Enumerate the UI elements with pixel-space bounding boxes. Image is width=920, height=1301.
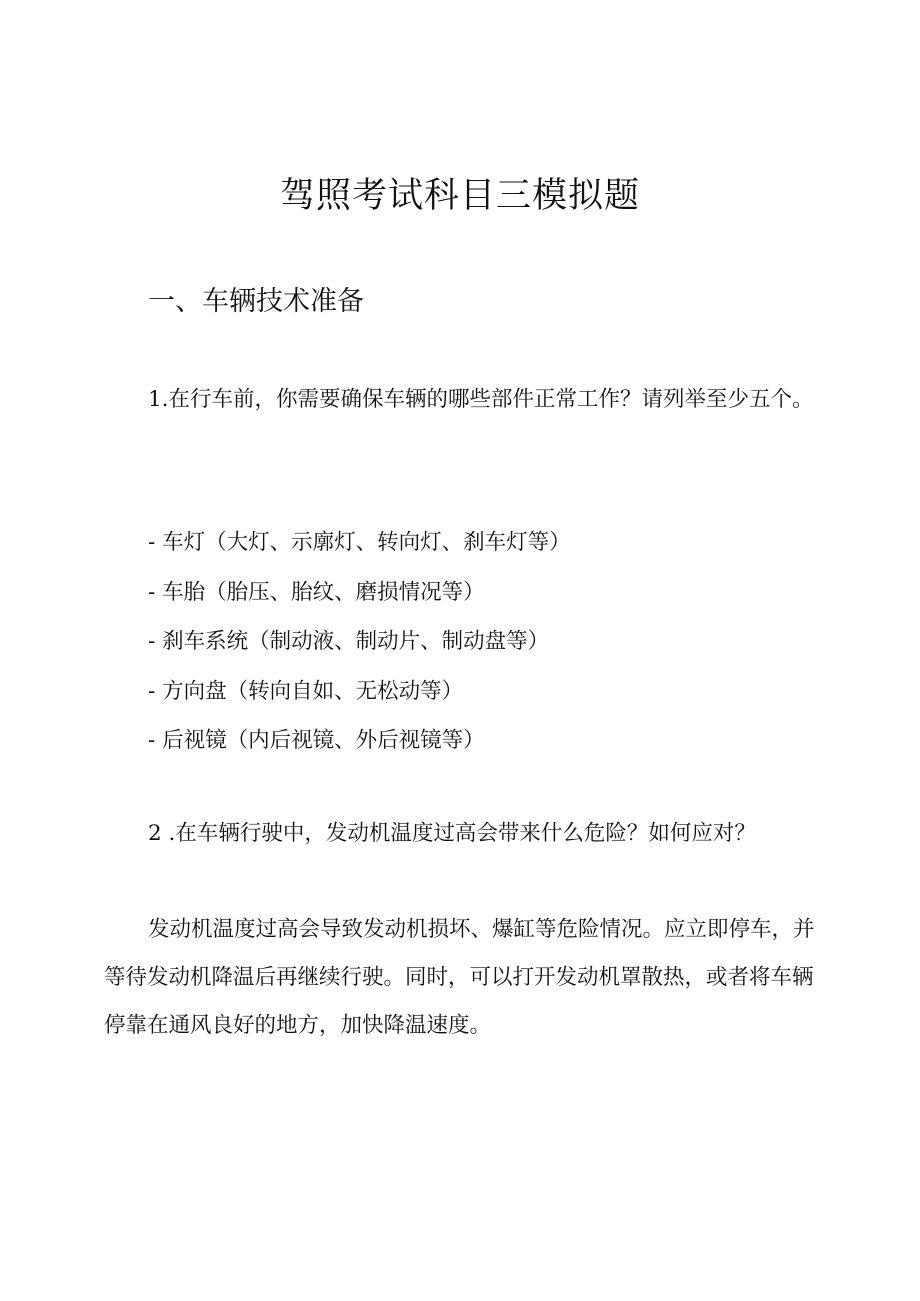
list-item: - 车灯（大灯、示廓灯、转向灯、刹车灯等） [148,530,571,555]
answer-2: 发动机温度过高会导致发动机损坏、爆缸等危险情况。应立即停车，并等待发动机降温后再继续行驶。同时，可以打开发动机罩散热，或者将车辆停靠在通风良好的地方，加快降温速度。 [104,917,815,1038]
list-item: - 后视镜（内后视镜、外后视镜等） [148,728,485,753]
question-1: 1.在行车前，你需要确保车辆的哪些部件正常工作？请列举至少五个。 [148,387,814,412]
list-item: - 刹车系统（制动液、制动片、制动盘等） [148,629,550,654]
document-title: 驾照考试科目三模拟题 [279,176,640,216]
list-item: - 车胎（胎压、胎纹、磨损情况等） [148,579,485,605]
question-2: 2 .在车辆行驶中，发动机温度过高会带来什么危险？如何应对？ [148,821,756,846]
list-item: - 方向盘（转向自如、无松动等） [148,678,464,704]
section-heading: 一、车辆技术准备 [148,286,364,317]
answer-1-list [148,518,571,766]
